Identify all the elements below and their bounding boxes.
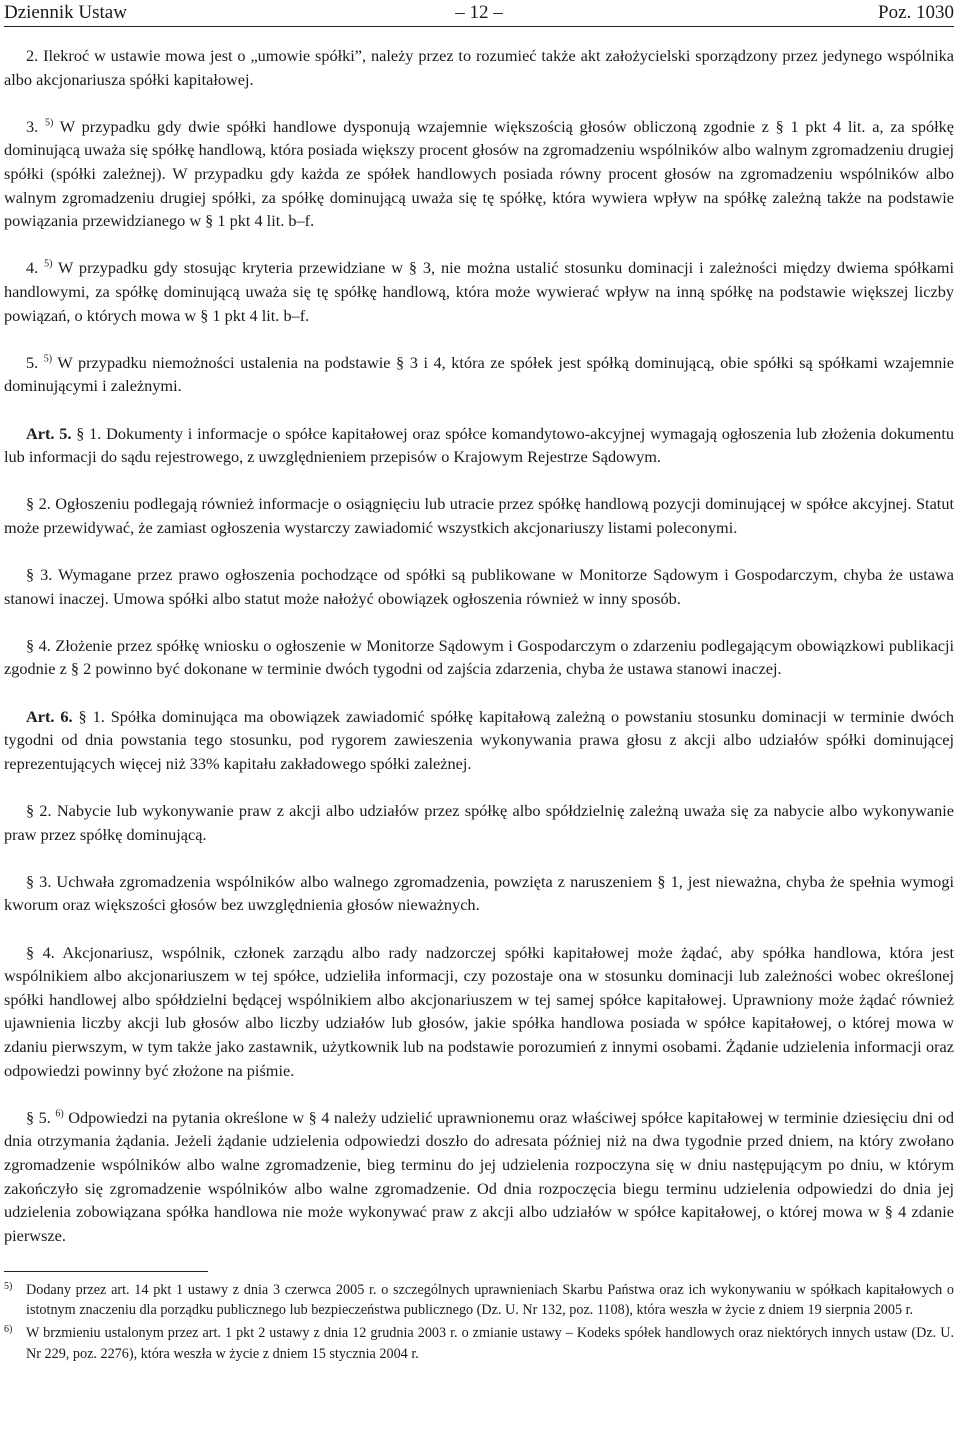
- footnote-reference: 6): [55, 1108, 64, 1120]
- footnotes: [4, 1280, 954, 1364]
- page-number: – 12 –: [455, 2, 503, 23]
- footnote: [4, 1280, 954, 1321]
- paragraph: [4, 44, 954, 91]
- paragraph: [4, 634, 954, 681]
- article-label: Art. 5.: [26, 423, 72, 443]
- paragraph-text: W przypadku gdy dwie spółki handlowe dysponują wzajemnie większością głosów obliczoną zgodnie z § 1 pkt 4 lit. a, za spółkę dominującą uważa się spółkę handlową, która posiada większy procent głosów na zgromadzeniu wspólników albo walnym zgromadzeniu drugiej spółki (spółki zależnej). W przypadku gdy każda ze spółek handlowych posiada równy procent głosów na zgromadzeniu wspólników albo walnym zgromadzeniu drugiej spółki, za spółkę dominującą uważa się tę spółkę, która wywiera wpływ na spółkę zależną także na podstawie powiązania przewidzianego w § 1 pkt 4 lit. b–f.: [4, 116, 954, 231]
- paragraph: [4, 492, 954, 539]
- article-label: Art. 6.: [26, 706, 73, 726]
- paragraph-text: § 1. Dokumenty i informacje o spółce kapitałowej oraz spółce komandytowo-akcyjnej wymagają ogłoszenia lub złożenia dokumentu lub informacji do sądu rejestrowego, z uwzględnieniem przepisów o Krajowym Rejestrze Sądowym.: [4, 423, 954, 467]
- document-body: [4, 44, 954, 1247]
- footnote: [4, 1323, 954, 1364]
- paragraph-text: § 4. Akcjonariusz, wspólnik, członek zarządu albo rady nadzorczej spółki kapitałowej może żądać, aby spółka handlowa, która jest wspólnikiem albo akcjonariuszem w tej spółce, udzieliła informacji, czy pozostaje ona w stosunku dominacji lub zależności wobec określonej spółki handlowej albo spółdzielni będącej wspólnikiem albo akcjonariuszem w tej samej spółce kapitałowej. Uprawniony może żądać również ujawnienia liczby akcji lub głosów albo liczby udziałów lub głosów, jakie spółka handlowa posiada w spółce kapitałowej, o której mowa w zdaniu pierwszym, w tym także jako zastawnik, użytkownik lub na podstawie porozumień z innymi osobami. Żądanie udzielenia informacji oraz odpowiedzi powinny być złożone na piśmie.: [4, 942, 954, 1080]
- section-number: 3.: [26, 116, 45, 136]
- footnote-mark: 6): [4, 1324, 13, 1336]
- paragraph-text: § 3. Wymagane przez prawo ogłoszenia pochodzące od spółki są publikowane w Monitorze Sądowym i Gospodarczym, chyba że ustawa stanowi inaczej. Umowa spółki albo statut może nałożyć obowiązek ogłoszenia również w inny sposób.: [4, 565, 954, 608]
- section-number: 5.: [26, 352, 44, 372]
- paragraph: [4, 870, 954, 917]
- position-number: Poz. 1030: [878, 2, 954, 23]
- paragraph-text: § 1. Spółka dominująca ma obowiązek zawiadomić spółkę kapitałową zależną o powstaniu stosunku dominacji w terminie dwóch tygodni od dnia powstania tego stosunku, pod rygorem zawieszenia wykonywania prawa głosu z akcji albo udziałów spółki dominującej reprezentujących więcej niż 33% kapitału zakładowego spółki zależnej.: [4, 706, 954, 773]
- paragraph-text: 2. Ilekroć w ustawie mowa jest o „umowie spółki”, należy przez to rozumieć także akt założycielski sporządzony przez jedynego wspólnika albo akcjonariusza spółki kapitałowej.: [4, 46, 954, 89]
- paragraph-text: § 2. Nabycie lub wykonywanie praw z akcji albo udziałów przez spółkę albo spółdzielnię zależną uważa się za nabycie albo wykonywanie praw przez spółkę dominującą.: [4, 801, 954, 844]
- paragraph: [4, 563, 954, 610]
- footnote-text: W brzmieniu ustalonym przez art. 1 pkt 2 ustawy z dnia 12 grudnia 2003 r. o zmianie ustawy – Kodeks spółek handlowych oraz niektórych innych ustaw (Dz. U. Nr 229, poz. 2276), która weszła w życie z dniem 15 stycznia 2004 r.: [26, 1325, 954, 1362]
- paragraph: [4, 351, 954, 398]
- paragraph: [4, 941, 954, 1083]
- paragraph: [4, 115, 954, 233]
- journal-title: Dziennik Ustaw: [4, 2, 127, 23]
- document-page: [4, 0, 954, 1366]
- section-number: 4.: [26, 258, 45, 278]
- footnote-reference: 5): [44, 258, 53, 270]
- section-number: § 5.: [26, 1107, 56, 1127]
- footnote-divider: [4, 1271, 208, 1272]
- paragraph: [4, 705, 954, 776]
- paragraph-text: § 4. Złożenie przez spółkę wniosku o ogłoszenie w Monitorze Sądowym i Gospodarczym o zdarzeniu podlegającym obowiązkowi publikacji zgodnie z § 2 powinno być dokonane w terminie dwóch tygodni od zajścia zdarzenia, chyba że ustawa stanowi inaczej.: [4, 635, 954, 679]
- paragraph: [4, 256, 954, 327]
- footnote-reference: 5): [43, 353, 53, 365]
- page-header: [4, 0, 954, 27]
- paragraph: [4, 799, 954, 846]
- footnote-mark: 5): [4, 1280, 13, 1292]
- footnote-text: Dodany przez art. 14 pkt 1 ustawy z dnia 3 czerwca 2005 r. o szczególnych uprawnieniach Skarbu Państwa oraz ich wykonywaniu w spółkach kapitałowych o istotnym znaczeniu dla porządku publicznego lub bezpieczeństwa publicznego (Dz. U. Nr 132, poz. 1108), która weszła w życie z dniem 19 sierpnia 2005 r.: [26, 1281, 954, 1319]
- paragraph: [4, 1106, 954, 1248]
- footnote-reference: 5): [44, 117, 54, 129]
- paragraph-text: W przypadku niemożności ustalenia na podstawie § 3 i 4, która ze spółek jest spółką dominującą, obie spółki są spółkami wzajemnie dominującymi i zależnymi.: [4, 352, 955, 396]
- paragraph-text: § 3. Uchwała zgromadzenia wspólników albo walnego zgromadzenia, powzięta z naruszeniem § 1, jest nieważna, chyba że spełnia wymogi kworum oraz większości głosów bez uwzględnienia głosów nieważnych.: [4, 871, 954, 915]
- paragraph-text: Odpowiedzi na pytania określone w § 4 należy udzielić uprawnionemu oraz właściwej spółce kapitałowej w terminie dziesięciu dni od dnia otrzymania żądania. Jeżeli żądanie udzielenia odpowiedzi doszło do adresata później niż na dwa tygodnie przed dniem, na który zwołano zgromadzenie wspólników albo walne zgromadzenie, bieg terminu do jej udzielenia rozpoczyna się w dniu następującym po dniu, w którym zakończyło się zgromadzenie wspólników albo walne zgromadzenie. Od dnia rozpoczęcia biegu terminu udzielenia odpowiedzi do dnia jej udzielenia zobowiązana spółka handlowa nie może wykonywać praw z akcji albo udziałów w spółce kapitałowej, o której mowa w § 4 zdanie pierwsze.: [4, 1107, 954, 1245]
- paragraph-text: W przypadku gdy stosując kryteria przewidziane w § 3, nie można ustalić stosunku dominacji i zależności między dwiema spółkami handlowymi, za spółkę dominującą uważa się tę spółkę handlową, która może wywierać wpływ na inną spółkę na podstawie większej liczby powiązań, o których mowa w § 1 pkt 4 lit. b–f.: [4, 258, 954, 325]
- paragraph-text: § 2. Ogłoszeniu podlegają również informacje o osiągnięciu lub utracie przez spółkę handlową pozycji dominującej w spółce akcyjnej. Statut może przewidywać, że zamiast ogłoszenia wystarczy zawiadomić wszystkich akcjonariuszy listami poleconymi.: [4, 494, 954, 537]
- paragraph: [4, 422, 954, 469]
